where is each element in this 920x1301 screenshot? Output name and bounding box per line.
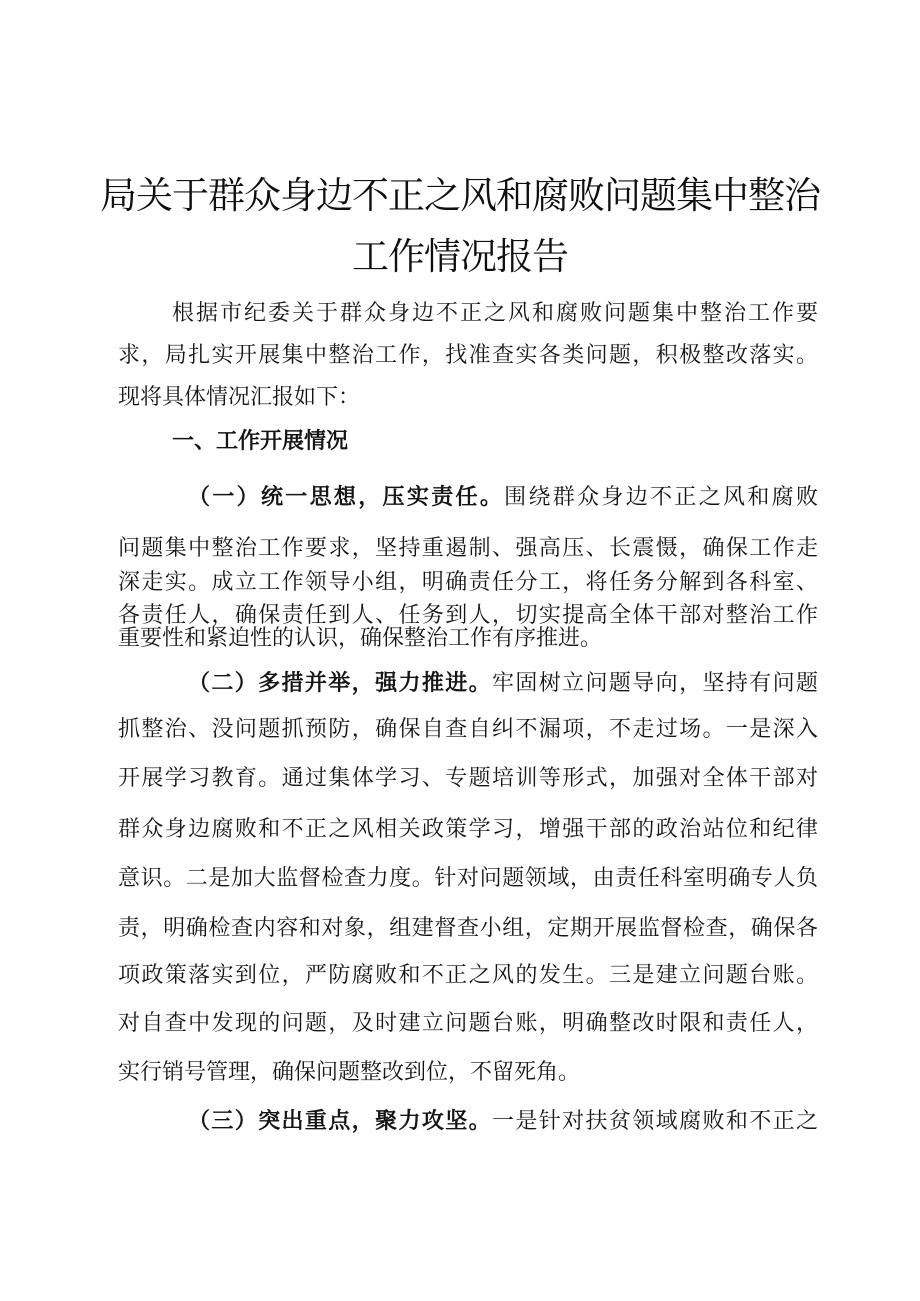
sub2-line: 责，明确检查内容和对象，组建督查小组，定期开展监督检查，确保各	[118, 916, 818, 941]
sub2-line: 项政策落实到位，严防腐败和不正之风的发生。三是建立问题台账。	[118, 963, 818, 988]
intro-line-2: 求，局扎实开展集中整治工作，找准查实各类问题，积极整改落实。	[118, 343, 818, 368]
sub2-first-line	[188, 666, 818, 702]
sub2-lead: （二）多措并举，强力推进。	[188, 671, 492, 696]
section-heading-1: 一、工作开展情况	[172, 429, 349, 454]
sub2-line: 对自查中发现的问题，及时建立问题台账，明确整改时限和责任人，	[118, 1011, 818, 1036]
sub2-first-line-rest: 牢固树立问题导向，坚持有问题	[492, 671, 818, 696]
sub1-first-line	[188, 480, 818, 516]
sub1-first-line-rest: 围绕群众身边不正之风和腐败	[504, 485, 818, 510]
document-title-line-1: 局关于群众身边不正之风和腐败问题集中整治	[100, 174, 820, 217]
sub1-line: 深走实。成立工作领导小组，明确责任分工，将任务分解到各科室、	[118, 570, 818, 595]
sub1-line: 各责任人，确保责任到人、任务到人，切实提高全体干部对整治工作	[118, 603, 818, 628]
sub2-line: 群众身边腐败和不正之风相关政策学习，增强干部的政治站位和纪律	[118, 817, 818, 842]
sub2-line: 意识。二是加大监督检查力度。针对问题领域，由责任科室明确专人负	[118, 866, 818, 891]
intro-line-1: 根据市纪委关于群众身边不正之风和腐败问题集中整治工作要	[172, 301, 818, 326]
sub2-line: 实行销号管理，确保问题整改到位，不留死角。	[118, 1060, 581, 1085]
sub3-first-line-rest: 一是针对扶贫领域腐败和不正之	[492, 1109, 818, 1134]
intro-line-3: 现将具体情况汇报如下：	[118, 385, 361, 410]
sub1-line: 重要性和紧迫性的认识，确保整治工作有序推进。	[118, 626, 603, 651]
sub3-first-line	[188, 1104, 818, 1140]
sub1-line: 问题集中整治工作要求，坚持重遏制、强高压、长震慑，确保工作走	[118, 536, 818, 561]
sub2-line: 抓整治、没问题抓预防，确保自查自纠不漏项，不走过场。一是深入	[118, 717, 818, 742]
sub2-line: 开展学习教育。通过集体学习、专题培训等形式，加强对全体干部对	[118, 766, 818, 791]
document-title-line-2: 工作情况报告	[352, 235, 568, 278]
sub3-lead: （三）突出重点，聚力攻坚。	[188, 1109, 492, 1134]
sub1-lead: （一）统一思想，压实责任。	[188, 485, 505, 510]
